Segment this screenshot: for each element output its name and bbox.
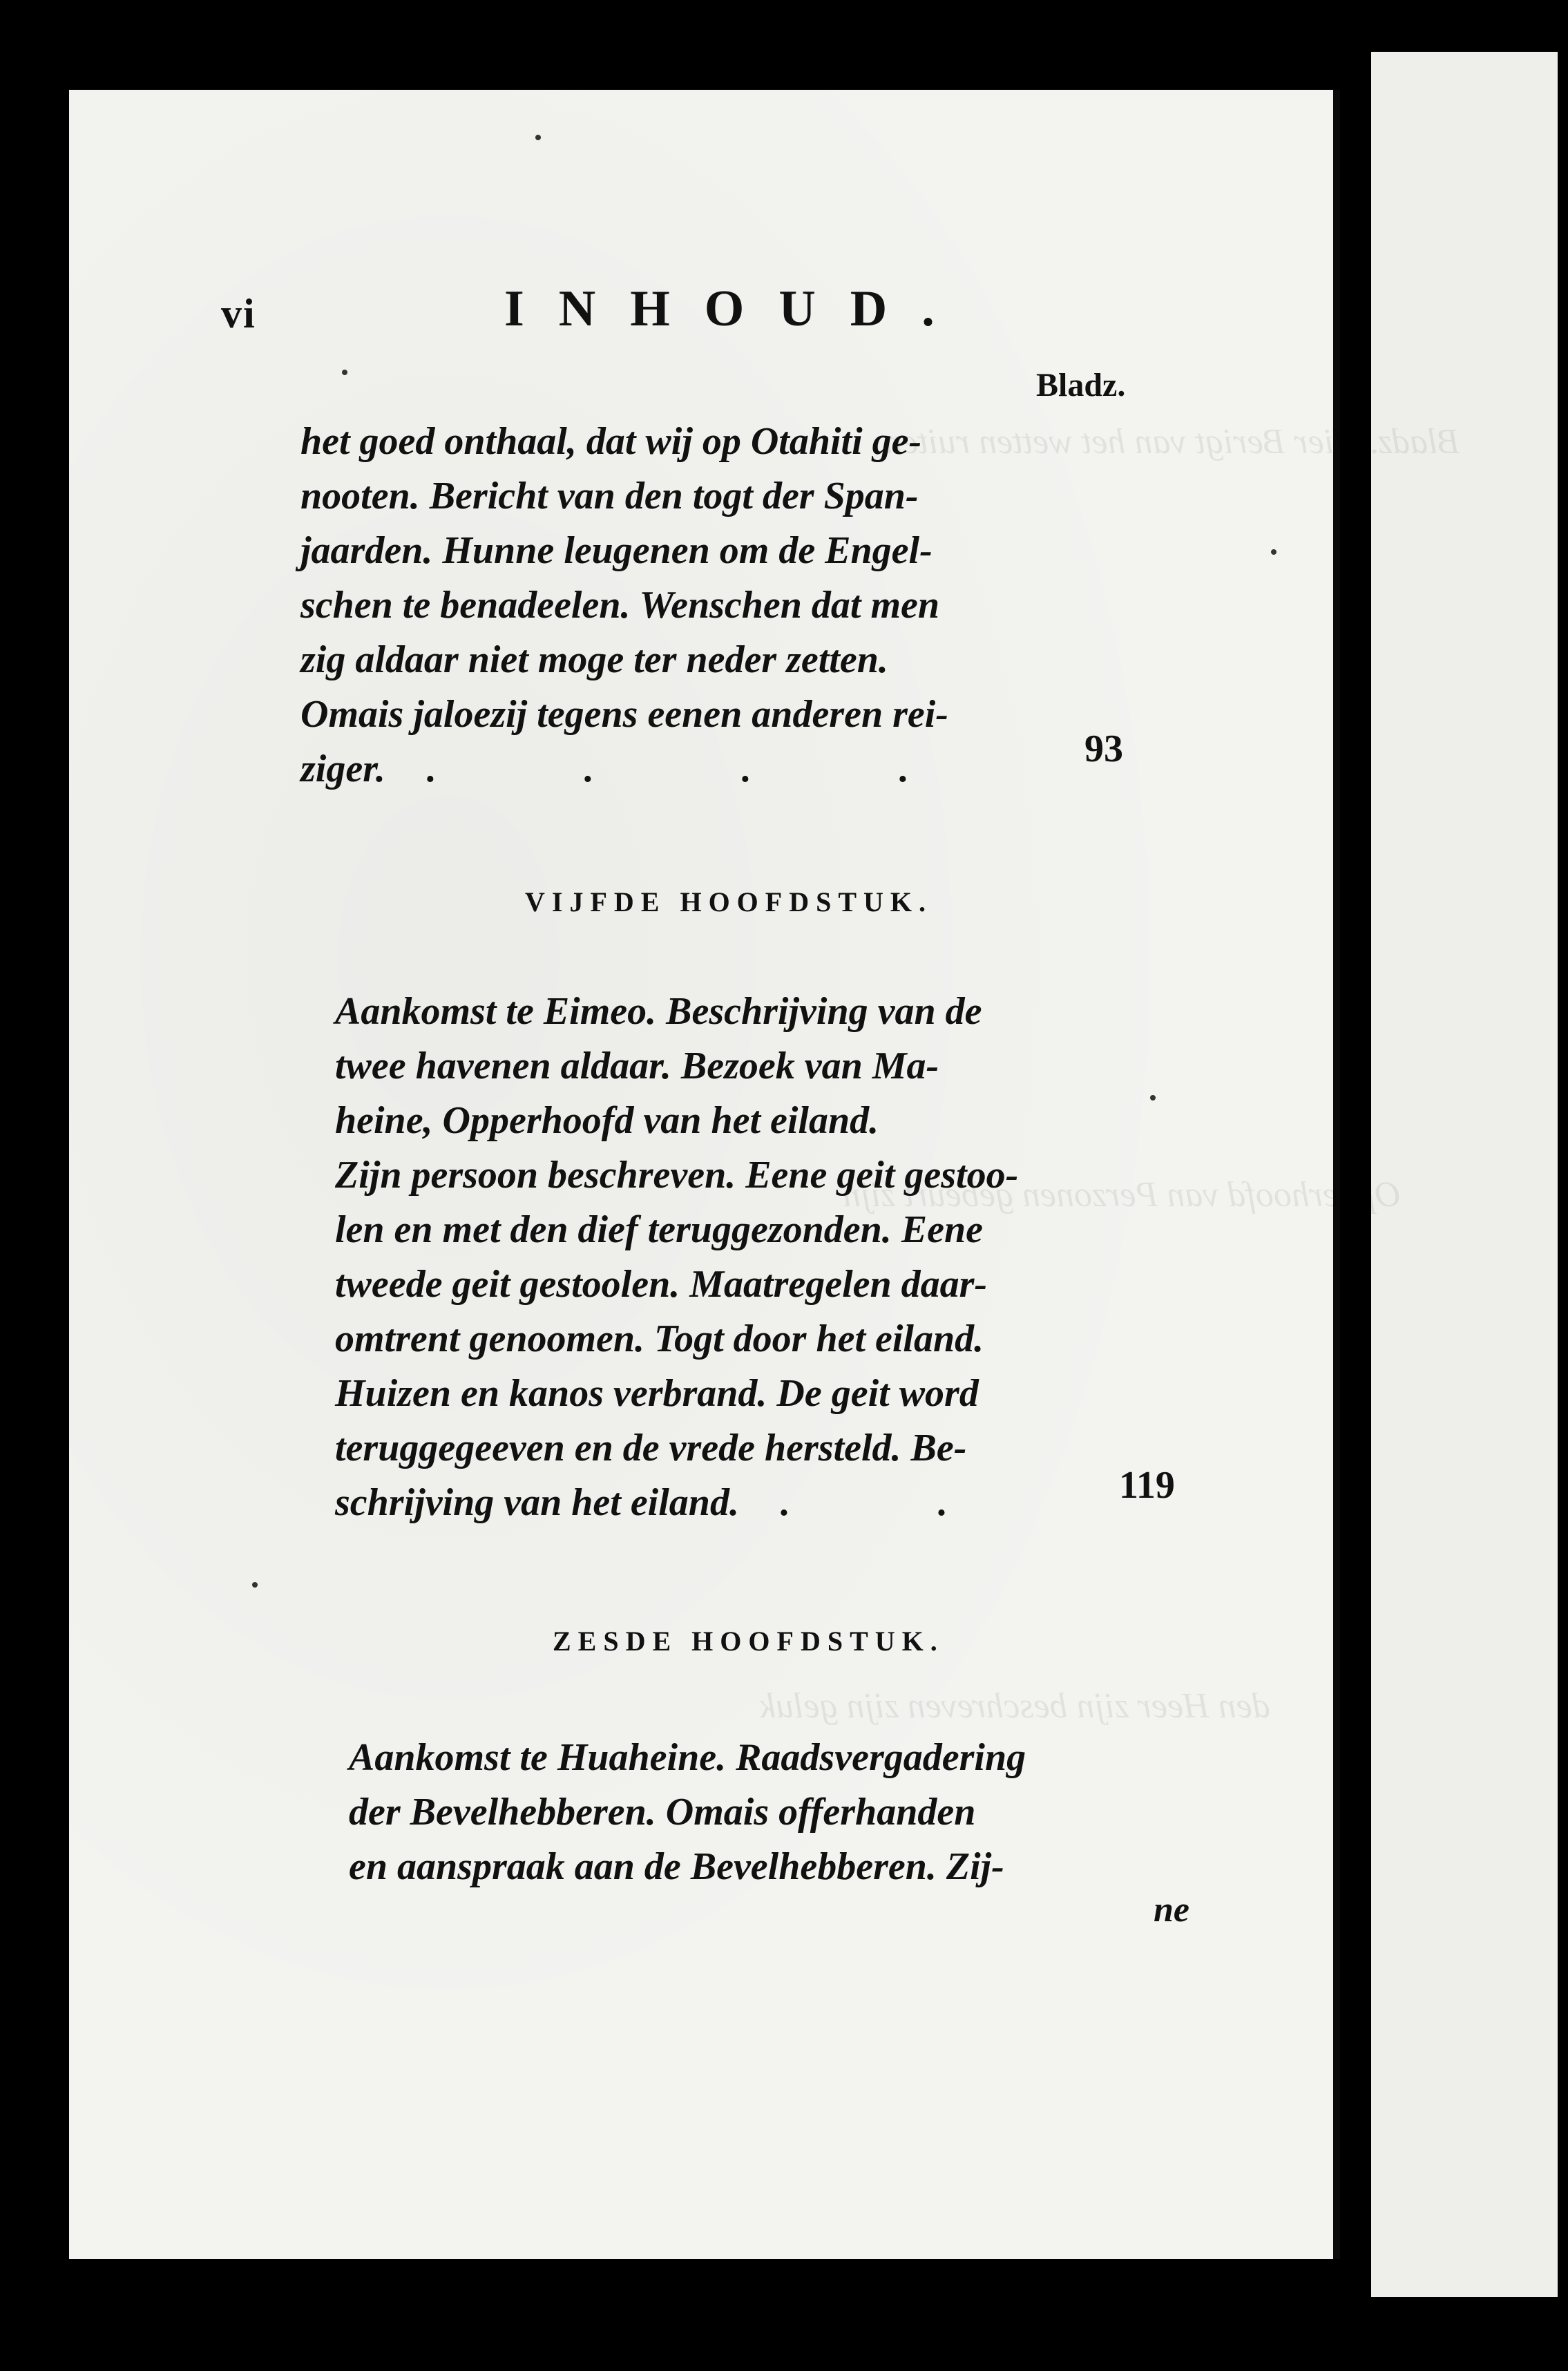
leader-dots: . . . .: [426, 748, 978, 790]
entry-line: teruggegeeven en de vrede hersteld. Be-: [335, 1427, 967, 1469]
page-reference: 119: [1119, 1464, 1175, 1507]
entry-line: schen te benadeelen. Wenschen dat men: [300, 584, 940, 627]
entry-line: [300, 742, 1088, 797]
page-column-label: Bladz.: [1036, 367, 1126, 403]
entry-line: Zijn persoon beschreven. Eene geit gestoo-: [335, 1154, 1019, 1197]
paper-speck: [1271, 549, 1277, 555]
contents-entry: [349, 1731, 1129, 1894]
entry-line: en aanspraak aan de Bevelhebberen. Zij-: [349, 1845, 1004, 1888]
paper-speck: [342, 370, 347, 375]
show-through-text: den Heer zijn beschreven zijn geluk: [760, 1686, 1270, 1726]
entry-line: het goed onthaal, dat wij op Otahiti ge-: [300, 420, 922, 463]
chapter-heading: VIJFDE HOOFDSTUK.: [525, 886, 933, 917]
leader-dots: . .: [780, 1481, 1017, 1524]
show-through-text: Opperhoofd van Perzonen gebeurt zijn: [843, 1175, 1401, 1215]
entry-line: heine, Opperhoofd van het eiland.: [335, 1099, 879, 1142]
entry-line: omtrent genoomen. Togt door het eiland.: [335, 1317, 984, 1360]
running-head: INHOUD.: [504, 280, 969, 337]
paper-speck: [535, 135, 541, 140]
entry-line: zig aldaar niet moge ter neder zetten.: [300, 638, 888, 681]
chapter-heading: ZESDE HOOFDSTUK.: [553, 1626, 944, 1657]
entry-line: jaarden. Hunne leugenen om de Engel-: [300, 529, 933, 572]
entry-line: Aankomst te Huaheine. Raadsvergadering: [349, 1736, 1026, 1779]
entry-line: nooten. Bericht van den togt der Span-: [300, 475, 919, 517]
page-reference: 93: [1084, 727, 1123, 770]
entry-line: [335, 1476, 1129, 1530]
contents-entry: [300, 415, 1088, 797]
contents-entry: [335, 984, 1129, 1530]
entry-line: len en met den dief teruggezonden. Eene: [335, 1208, 983, 1251]
paper-speck: [1150, 1095, 1156, 1101]
entry-line-text: schrijving van het eiland.: [335, 1481, 739, 1524]
entry-line-text: ziger.: [300, 748, 385, 790]
show-through-text: Bladz. Hier Berigt van het wetten ruiten: [884, 422, 1460, 461]
entry-line: twee havenen aldaar. Bezoek van Ma-: [335, 1045, 939, 1087]
catchword: ne: [1154, 1890, 1189, 1930]
page-folio: vi: [221, 291, 256, 336]
entry-line: Omais jaloezij tegens eenen anderen rei-: [300, 693, 948, 736]
entry-line: tweede geit gestoolen. Maatregelen daar-: [335, 1263, 988, 1306]
entry-line: der Bevelhebberen. Omais offerhanden: [349, 1791, 976, 1834]
ink-blot: [178, 1354, 199, 1382]
paper-speck: [252, 1582, 258, 1588]
entry-line: Aankomst te Eimeo. Beschrijving van de: [335, 990, 982, 1033]
entry-line: Huizen en kanos verbrand. De geit word: [335, 1372, 979, 1415]
